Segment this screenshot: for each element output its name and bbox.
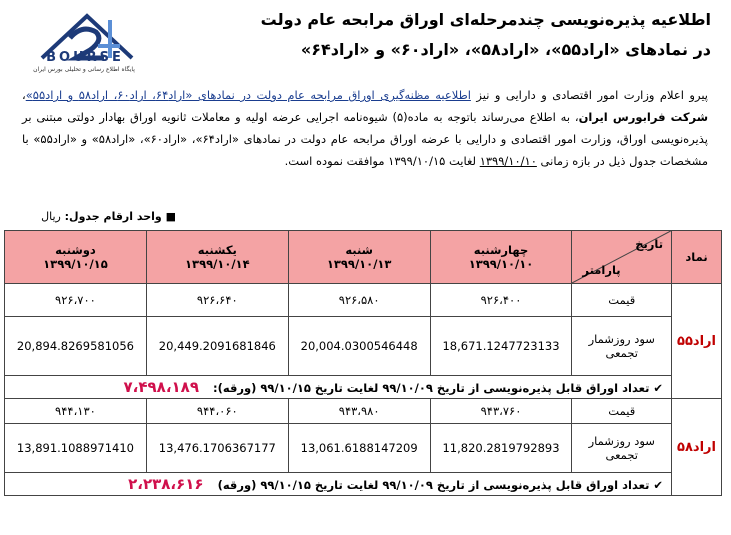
price-cell: ۹۴۳،۷۶۰ — [430, 399, 572, 424]
summary-cell — [5, 473, 672, 496]
price-cell: ۹۲۶،۷۰۰ — [5, 284, 147, 317]
day-name: شنبه — [345, 243, 373, 257]
company-name: شرکت فرابورس ایران — [578, 110, 709, 124]
profit-cell: 20,449.2091681846 — [146, 317, 288, 376]
profit-label — [572, 317, 672, 376]
symbol-cell: اراد۵۸ — [672, 399, 722, 496]
price-label: قیمت — [572, 399, 672, 424]
day-name: چهارشنبه — [473, 243, 529, 257]
profit-cell: 13,476.1706367177 — [146, 424, 288, 473]
table-row — [5, 399, 722, 424]
profit-label-line1: سود روزشمار — [588, 434, 655, 448]
page-title: اطلاعیه پذیره‌نویسی چندمرحله‌ای اوراق مرابحه عام دولت — [260, 10, 711, 29]
profit-cell: 13,891.1088971410 — [5, 424, 147, 473]
profit-label-line1: سود روزشمار — [588, 332, 655, 346]
summary-row — [5, 376, 722, 399]
table-header-row — [5, 231, 722, 284]
table-row — [5, 317, 722, 376]
profit-label — [572, 424, 672, 473]
check-icon: ✔ — [649, 381, 664, 395]
day-date: ۱۳۹۹/۱۰/۱۳ — [326, 257, 392, 271]
summary-row — [5, 473, 722, 496]
paragraph-text-1: پیرو اعلام وزارت امور اقتصادی و دارایی و نیز — [470, 88, 708, 102]
price-cell: ۹۴۴،۰۶۰ — [146, 399, 288, 424]
rates-table — [4, 230, 722, 496]
header-day-1 — [430, 231, 572, 284]
header-parameter: پارامتر — [582, 263, 621, 277]
summary-label: تعداد اوراق قابل پذیره‌نویسی از تاریخ ۹۹/۱۰/۰۹ لغایت تاریخ ۹۹/۱۰/۱۵ (ورقه) — [217, 478, 650, 492]
summary-label: تعداد اوراق قابل پذیره‌نویسی از تاریخ ۹۹/۱۰/۰۹ لغایت تاریخ ۹۹/۱۰/۱۵ (ورقه): — [212, 381, 650, 395]
date-range-start: ۱۳۹۹/۱۰/۱۰ — [479, 154, 537, 168]
profit-label-line2: تجمعی — [605, 448, 638, 462]
profit-cell: 20,894.8269581056 — [5, 317, 147, 376]
price-cell: ۹۲۶،۶۴۰ — [146, 284, 288, 317]
profit-cell: 20,004.0300546448 — [288, 317, 430, 376]
day-name: یکشنبه — [197, 243, 237, 257]
header-day-4 — [5, 231, 147, 284]
profit-cell: 18,671.1247723133 — [430, 317, 572, 376]
day-name: دوشنبه — [55, 243, 96, 257]
price-cell: ۹۴۴،۱۳۰ — [5, 399, 147, 424]
symbol-cell: اراد۵۵ — [672, 284, 722, 399]
summary-value: ۷،۴۹۸،۱۸۹ — [123, 378, 199, 396]
profit-cell: 11,820.2819792893 — [430, 424, 572, 473]
header-day-2 — [288, 231, 430, 284]
price-cell: ۹۲۶،۵۸۰ — [288, 284, 430, 317]
header-symbol: نماد — [672, 231, 722, 284]
announcement-link[interactable]: اطلاعیه مظنه‌گیری اوراق مرابحه عام دولت در نمادهای «اراد۶۴، اراد۶۰، اراد۵۸ و اراد۵۵» — [25, 88, 471, 102]
price-cell: ۹۴۳،۹۸۰ — [288, 399, 430, 424]
header-date-parameter — [572, 231, 672, 284]
profit-cell: 13,061.6188147209 — [288, 424, 430, 473]
paragraph-text-3: ، به اطلاع می‌رساند باتوجه به ماده(۵) شیوه‌نامه اجرایی عرضه اولیه و معاملات ثانویه اوراق بهادار دولتی مبتنی بر پذیره‌نویسی اوراق، وزارت امور اقتصادی و دارایی با عرضه اوراق مرابحه عام دولت در نمادهای «اراد۶۴»، «اراد۶۰»، «اراد۵۸» و «اراد۵۵» با مشخصات جدول ذیل در بازه زمانی — [22, 110, 708, 168]
summary-cell — [5, 376, 672, 399]
day-date: ۱۳۹۹/۱۰/۱۴ — [185, 257, 250, 271]
header-date: تاریخ — [635, 237, 664, 251]
price-cell: ۹۲۶،۴۰۰ — [430, 284, 572, 317]
check-icon: ✔ — [649, 478, 664, 492]
table-unit-label — [41, 210, 176, 223]
table-row — [5, 284, 722, 317]
unit-label: واحد ارقام جدول: — [60, 210, 162, 223]
paragraph-text-4: لغایت ۱۳۹۹/۱۰/۱۵ موافقت نموده است. — [284, 154, 480, 168]
table-row — [5, 424, 722, 473]
paragraph-text-2: ، — [22, 88, 26, 102]
page-subtitle: در نمادهای «اراد۵۵»، «اراد۵۸»، «اراد۶۰» و «اراد۶۴» — [300, 40, 711, 59]
header-day-3 — [146, 231, 288, 284]
logo-wordmark: BOURSE — [46, 50, 124, 65]
profit-label-line2: تجمعی — [605, 346, 638, 360]
unit-value: ریال — [41, 210, 61, 223]
day-date: ۱۳۹۹/۱۰/۱۵ — [43, 257, 108, 271]
announcement-paragraph — [22, 84, 708, 172]
logo-tagline: پایگاه اطلاع رسانی و تحلیلی بورس ایران — [33, 66, 135, 73]
bullet-icon: ■ — [161, 210, 176, 223]
day-date: ۱۳۹۹/۱۰/۱۰ — [468, 257, 534, 271]
price-label: قیمت — [572, 284, 672, 317]
summary-value: ۲،۲۳۸،۶۱۶ — [128, 475, 204, 493]
